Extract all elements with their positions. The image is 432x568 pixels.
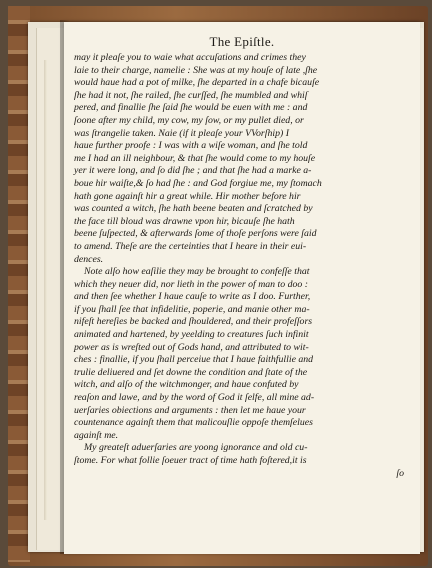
text-line: and then ſee whether I haue cauſe to write as I doo. Further, <box>74 291 311 303</box>
text-line: animated and hartened, by yeelding to creatures ſuch infinit <box>74 329 309 341</box>
text-line: haue further proofe : I was with a wiſe woman, and ſhe told <box>74 140 308 152</box>
text-line: which they neuer did, nor lieth in the power of man to doo : <box>74 278 309 290</box>
text-line: me I had an ill neighbour, & that ſhe would come to my houſe <box>74 152 316 164</box>
text-line: ſoone after my child, my cow, my ſow, or my pullet died, or <box>74 114 304 126</box>
page-text <box>74 52 410 480</box>
running-header: The Epiſtle. <box>209 34 275 49</box>
text-line: hath gone againſt hir a great while. Hir mother before hir <box>74 190 301 202</box>
text-line: nifeſt hereſies be backed and ſhouldered, and their profeſſors <box>74 316 313 328</box>
text-line: witch, and alſo of the witchmonger, and haue confuted by <box>74 379 299 391</box>
text-line: ches : finallie, if you ſhall perceiue that I haue faithfullie and <box>74 354 314 366</box>
text-line: power as is wreſted out of Gods hand, and attributed to wit- <box>74 341 309 353</box>
book-page <box>64 22 420 554</box>
cover-marbled-edge <box>8 6 30 562</box>
text-line: beene ſuſpected, & afterwards ſome of thoſe perſons were ſaid <box>74 228 317 240</box>
text-line: uerſaries obiections and arguments : then let me haue your <box>74 404 306 416</box>
text-line: yer it were long, and ſo did ſhe ; and that ſhe had a marke a- <box>74 165 312 177</box>
text-line: trulie deliuered and ſet downe the condition and ſtate of the <box>74 366 308 378</box>
text-line: countenance againſt them that malicouſlie oppoſe themſelues <box>74 417 313 429</box>
catchword: ſo <box>396 467 404 479</box>
text-line: Note alſo how eaſilie they may be brought to confeſſe that <box>84 266 310 278</box>
text-line: was ſtrangelie taken. Naie (if it pleaſe your VVorſhip) I <box>74 127 289 139</box>
text-line: dences. <box>74 253 104 265</box>
text-line: if you ſhall ſee that infidelitie, poperie, and manie other ma- <box>74 303 310 315</box>
text-line: pered, and finallie ſhe ſaid ſhe would be euen with me : and <box>74 102 308 114</box>
text-line: to amend. Theſe are the certeinties that I heare in their eui- <box>74 240 307 252</box>
text-line: My greateſt aduerſaries are yoong ignorance and old cu- <box>84 442 308 454</box>
text-line: may it pleaſe you to waie what accuſations and crimes they <box>74 52 306 63</box>
text-line: would haue had a pot of milke, ſhe departed in a chafe bicauſe <box>74 77 320 89</box>
page-fold-shadow <box>44 60 47 520</box>
text-line: was counted a witch, ſhe hath beene beaten and ſcratched by <box>74 203 313 215</box>
text-line: ſtome. For what follie ſoeuer tract of time hath foſtered,it is <box>74 455 307 466</box>
text-line: reaſon and lawe, and by the word of God it ſelfe, all mine ad- <box>74 392 315 404</box>
text-line: laie to their charge, namelie : She was at my houſe of late ,ſhe <box>74 64 318 76</box>
text-line: the face till bloud was drawne vpon hir, bicauſe ſhe hath <box>74 215 295 227</box>
text-line: ſhe had it not, ſhe railed, ſhe curſſed, ſhe mumbled and whiſ <box>74 89 308 101</box>
text-line: boue hir waiſte,& ſo had ſhe : and God forgiue me, my ſtomach <box>74 177 322 189</box>
text-line: againſt me. <box>74 429 119 441</box>
